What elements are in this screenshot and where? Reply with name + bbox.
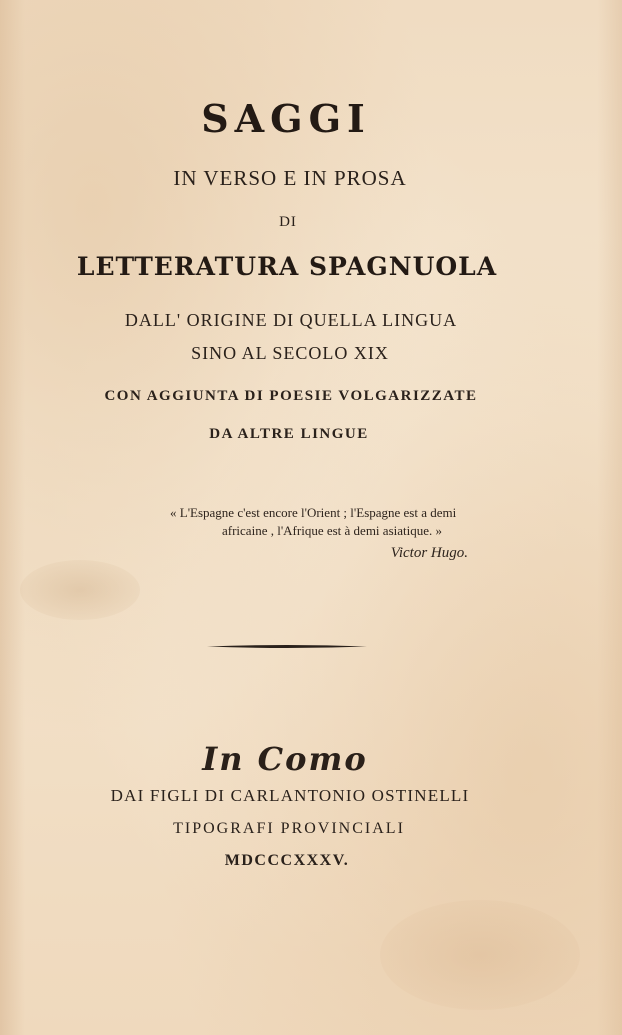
imprint-place: In Como [202,740,368,778]
subtitle-century: SINO AL SECOLO XIX [191,343,389,363]
subtitle-verse-prose: IN VERSO E IN PROSA [173,166,407,190]
epigraph-line: « L'Espagne c'est encore l'Orient ; l'Espagne est a demi [170,505,457,520]
epigraph-line: africaine , l'Afrique est à demi asiatique. » [222,523,443,538]
subtitle-other-languages: DA ALTRE LINGUE [209,426,369,442]
subtitle-appendix: CON AGGIUNTA DI POESIE VOLGARIZZATE [104,388,478,404]
epigraph [170,504,530,562]
subtitle-origin: DALL' ORIGINE DI QUELLA LINGUA [124,310,458,330]
paper-stain [20,560,140,620]
subtitle-subject: LETTERATURA SPAGNUOLA [76,252,498,281]
paper-stain [380,900,580,1010]
imprint-year: MDCCCXXXV. [224,852,350,869]
book-title: SAGGI [201,96,371,141]
epigraph-author: Victor Hugo. [390,545,468,561]
subtitle-di: DI [279,214,297,230]
imprint-publisher: DAI FIGLI DI CARLANTONIO OSTINELLI [110,786,470,805]
ornamental-rule [207,644,367,649]
imprint-printer-role: TIPOGRAFI PROVINCIALI [173,820,405,837]
